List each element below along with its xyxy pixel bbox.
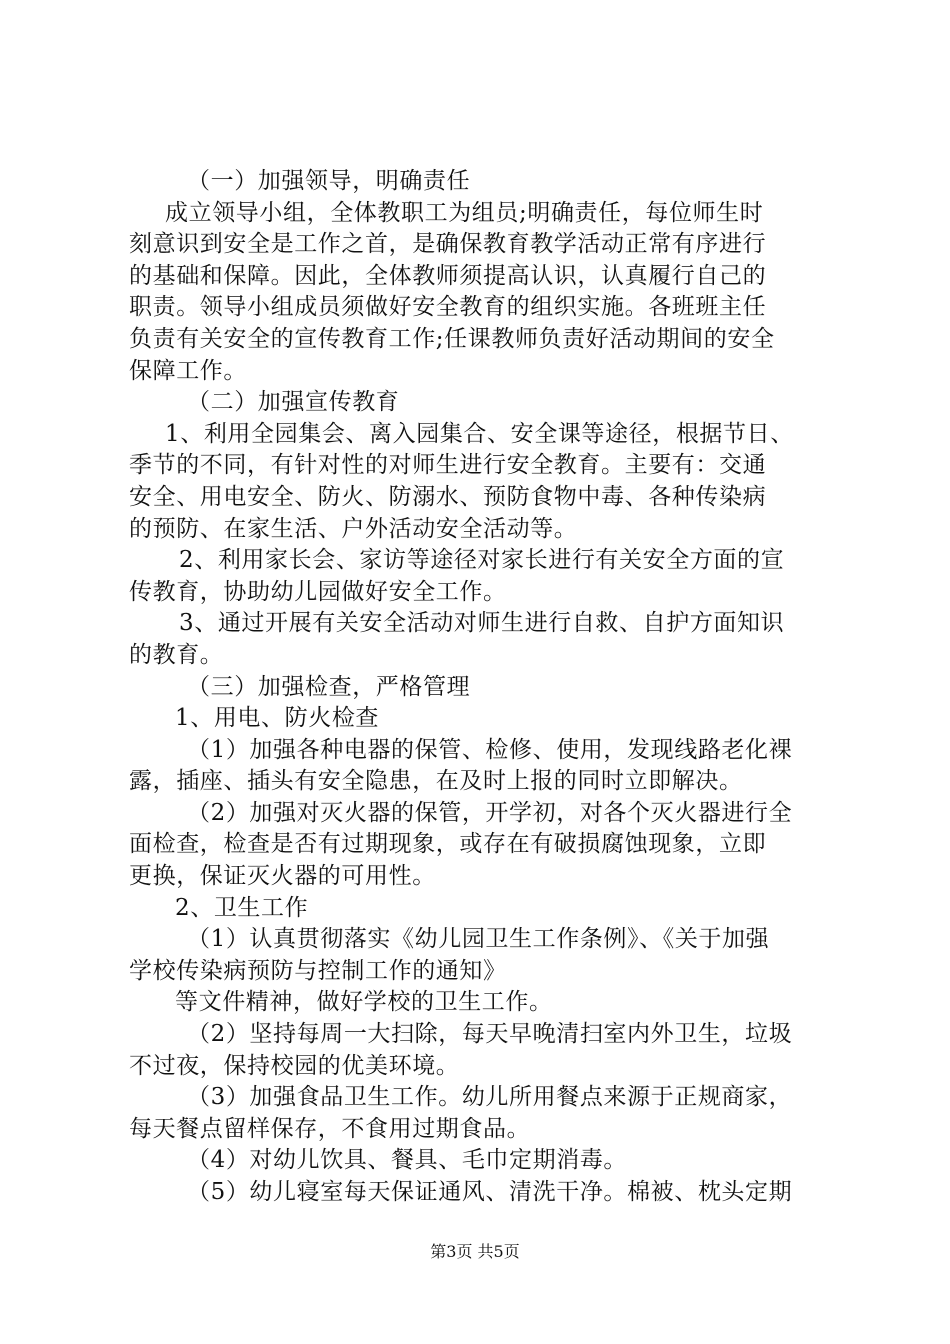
paragraph-line: 3、通过开展有关安全活动对师生进行自救、自护方面知识	[179, 610, 785, 637]
section-heading: （二）加强宣传教育	[187, 389, 400, 416]
paragraph-line: 露，插座、插头有安全隐患，在及时上报的同时立即解决。	[129, 768, 743, 795]
subsection-heading: 1、用电、防火检查	[175, 705, 380, 732]
paragraph-line: （1）加强各种电器的保管、检修、使用，发现线路老化裸	[187, 736, 793, 763]
paragraph-line: （4）对幼儿饮具、餐具、毛巾定期消毒。	[187, 1147, 628, 1174]
subsection-heading: 2、卫生工作	[175, 894, 309, 921]
paragraph-line: 2、利用家长会、家访等途径对家长进行有关安全方面的宣	[179, 547, 785, 574]
paragraph-line: 保障工作。	[129, 357, 247, 384]
paragraph-line: 安全、用电安全、防火、防溺水、预防食物中毒、各种传染病	[129, 483, 767, 510]
paragraph-line: 的教育。	[129, 641, 224, 668]
paragraph-line: 季节的不同，有针对性的对师生进行安全教育。主要有：交通	[129, 452, 767, 479]
paragraph-line: 等文件精神，做好学校的卫生工作。	[175, 989, 553, 1016]
section-heading: （三）加强检查，严格管理	[187, 673, 471, 700]
paragraph-line: 更换，保证灭火器的可用性。	[129, 863, 436, 890]
paragraph-line: （2）坚持每周一大扫除，每天早晚清扫室内外卫生，垃圾	[187, 1021, 793, 1048]
paragraph-line: 每天餐点留样保存，不食用过期食品。	[129, 1115, 531, 1142]
paragraph-line: （5）幼儿寝室每天保证通风、清洗干净。棉被、枕头定期	[187, 1179, 793, 1205]
paragraph-line: 成立领导小组，全体教职工为组员;明确责任，每位师生时	[165, 199, 764, 226]
paragraph-line: 的基础和保障。因此，全体教师须提高认识，认真履行自己的	[129, 262, 767, 289]
paragraph-line: 职责。领导小组成员须做好安全教育的组织实施。各班班主任	[129, 294, 767, 321]
section-heading: （一）加强领导，明确责任	[187, 168, 471, 194]
document-body	[129, 166, 829, 1209]
paragraph-line: 1、利用全园集会、离入园集合、安全课等途径，根据节日、	[165, 420, 794, 447]
page-number-footer: 第3页 共5页	[430, 1242, 520, 1261]
paragraph-line: 面检查，检查是否有过期现象，或存在有破损腐蚀现象，立即	[129, 831, 767, 858]
paragraph-line: （3）加强食品卫生工作。幼儿所用餐点来源于正规商家，	[187, 1084, 793, 1111]
paragraph-line: （1）认真贯彻落实《幼儿园卫生工作条例》、《关于加强	[187, 926, 770, 953]
paragraph-line: 传教育，协助幼儿园做好安全工作。	[129, 578, 507, 605]
paragraph-line: （2）加强对灭火器的保管，开学初，对各个灭火器进行全	[187, 799, 793, 826]
paragraph-line: 的预防、在家生活、户外活动安全活动等。	[129, 515, 578, 542]
paragraph-line: 学校传染病预防与控制工作的通知》	[129, 957, 507, 984]
paragraph-line: 刻意识到安全是工作之首，是确保教育教学活动正常有序进行	[129, 231, 767, 258]
paragraph-line: 不过夜，保持校园的优美环境。	[129, 1052, 460, 1079]
paragraph-line: 负责有关安全的宣传教育工作;任课教师负责好活动期间的安全	[129, 325, 775, 352]
